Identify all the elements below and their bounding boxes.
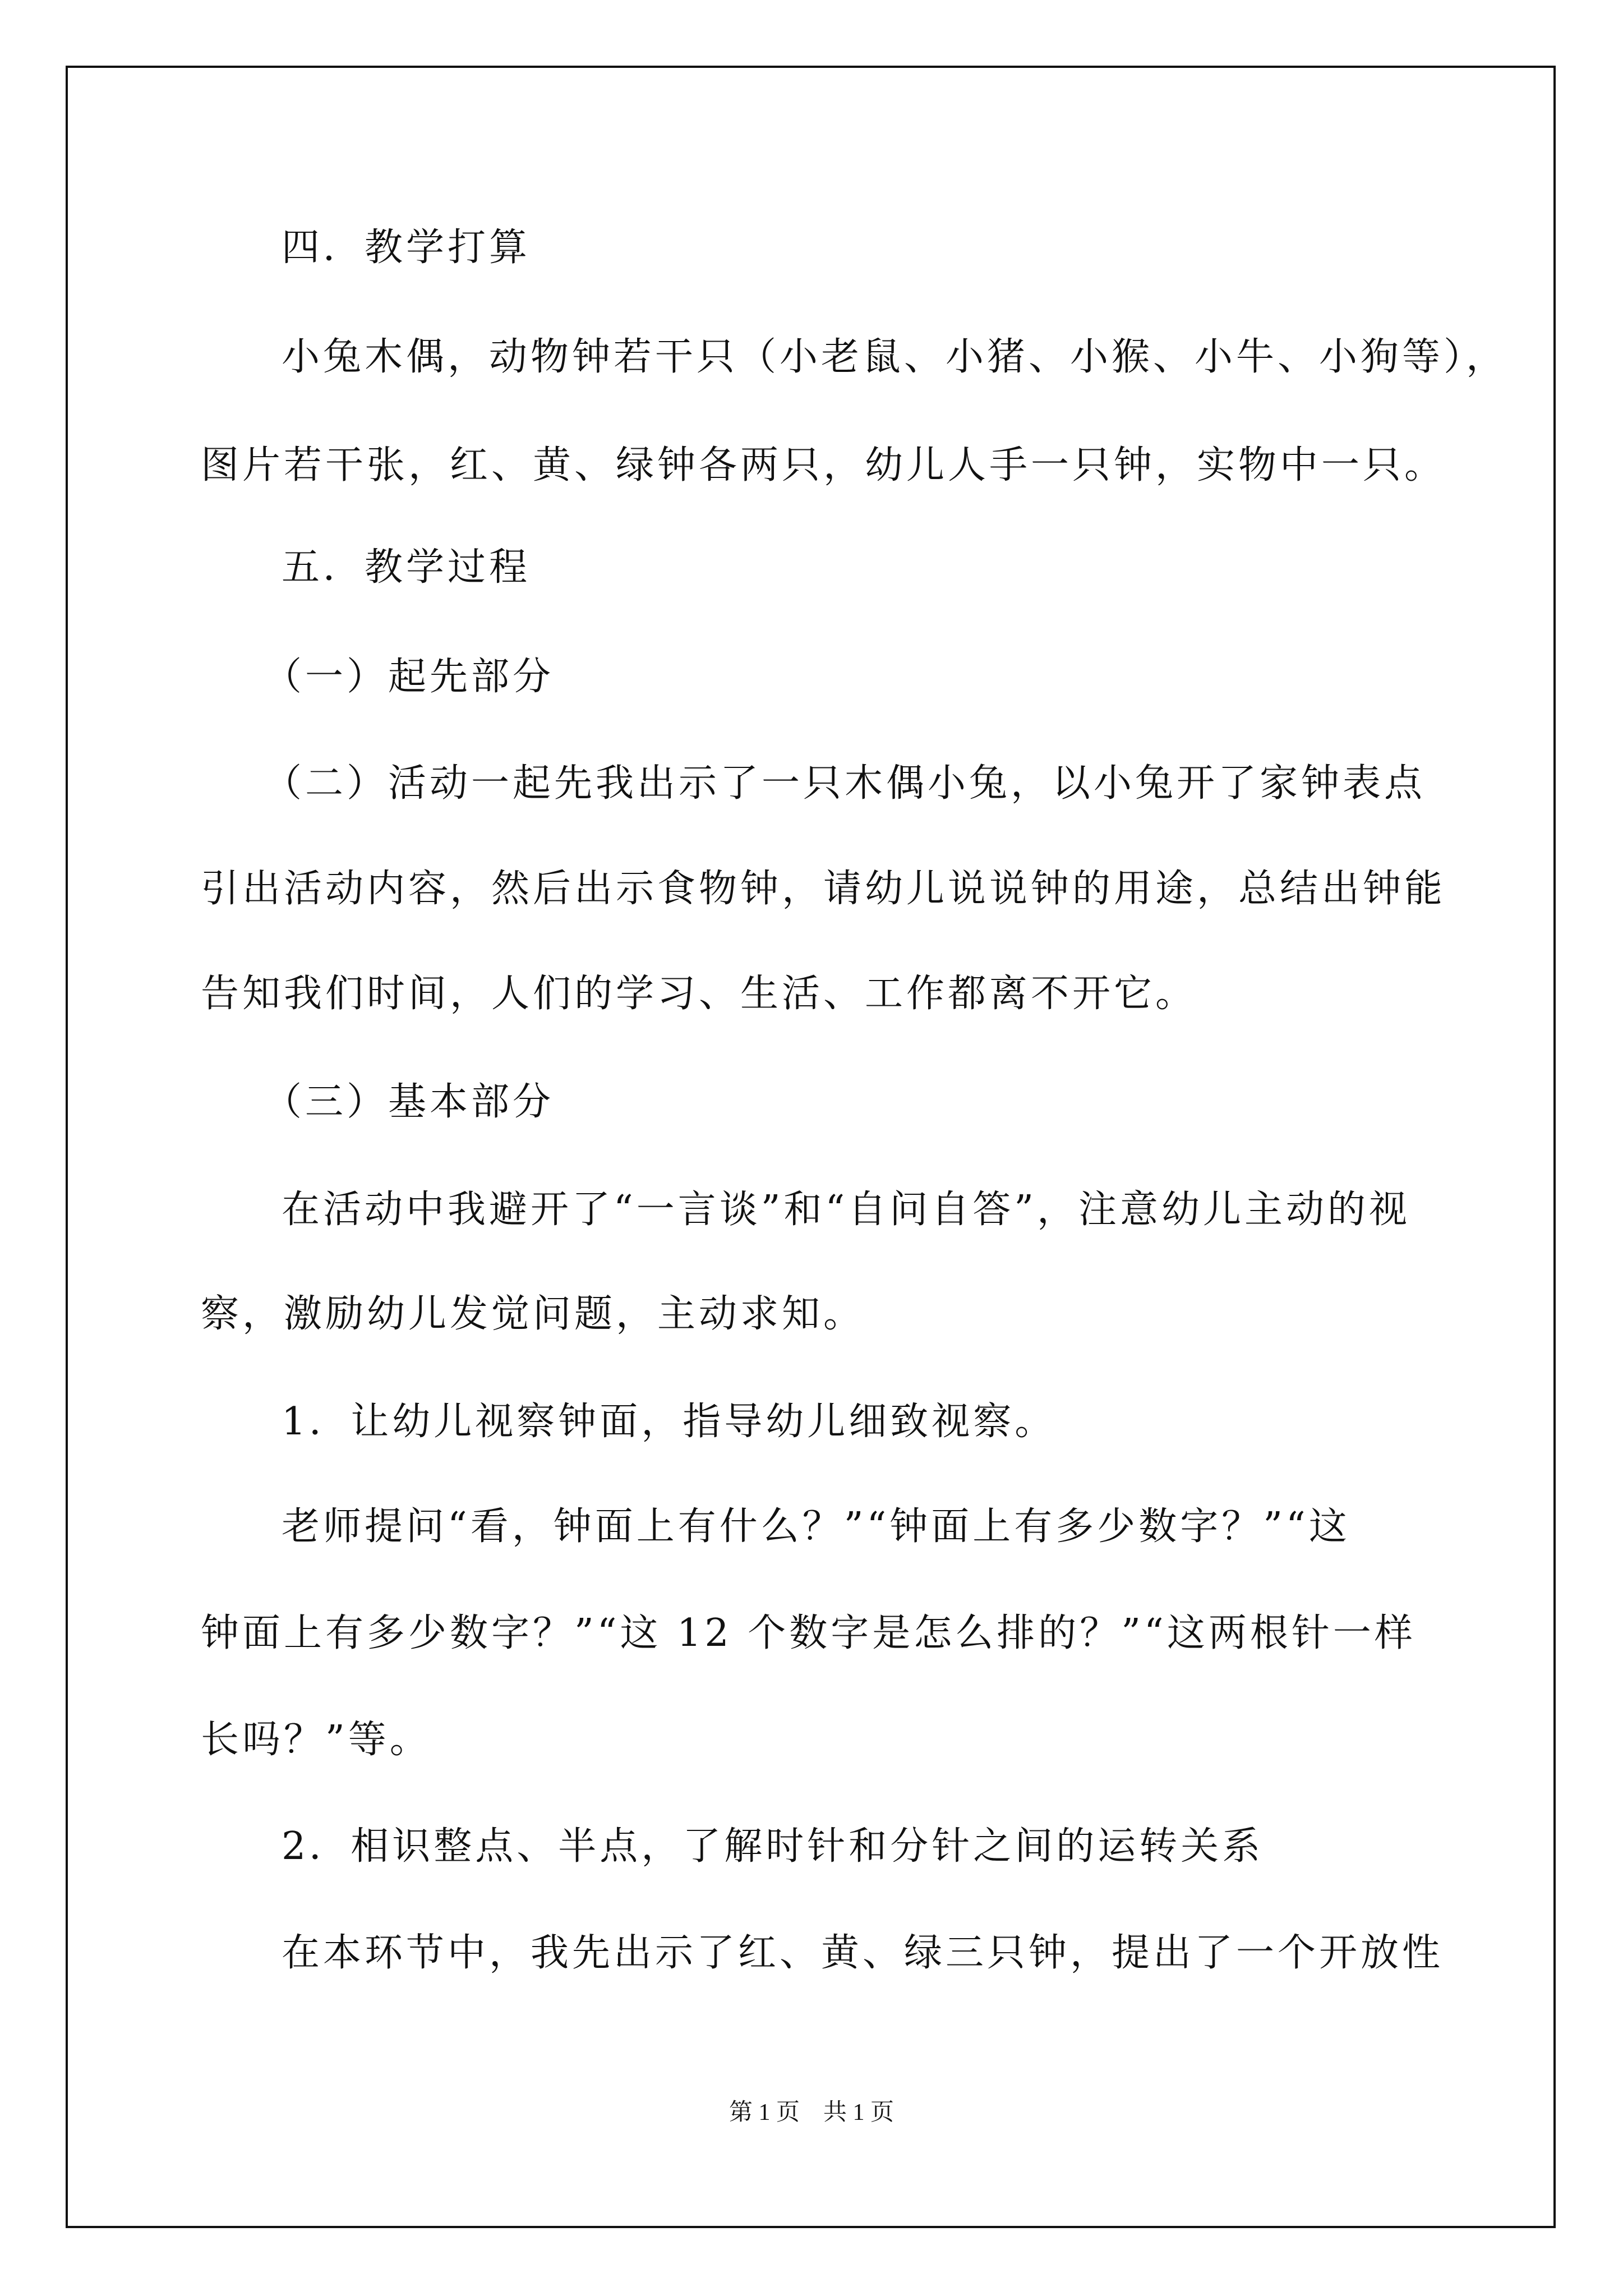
list-item-1: 1．让幼儿视察钟面，指导幼儿细致视察。 xyxy=(282,1400,1057,1444)
paragraph-line: 察，激励幼儿发觉问题，主动求知。 xyxy=(201,1292,865,1336)
paragraph-line: 长吗？”等。 xyxy=(201,1718,431,1762)
heading-teaching-process: 五．教学过程 xyxy=(282,545,531,590)
paragraph-line: 钟面上有多少数字？”“这 12 个数字是怎么排的？”“这两根针一样 xyxy=(201,1611,1416,1655)
paragraph-line: 小兔木偶，动物钟若干只（小老鼠、小猪、小猴、小牛、小狗等）， xyxy=(282,335,1508,379)
page-footer: 第 1 页 共 1 页 xyxy=(728,2100,894,2125)
list-item-2: 2．相识整点、半点，了解时针和分针之间的运转关系 xyxy=(282,1824,1264,1869)
paragraph-line: 在本环节中，我先出示了红、黄、绿三只钟，提出了一个开放性 xyxy=(282,1931,1444,1975)
paragraph-line: 老师提问“看，钟面上有什么？”“钟面上有多少数字？”“这 xyxy=(282,1504,1350,1549)
subheading-part-three: （三）基本部分 xyxy=(264,1080,555,1124)
heading-teaching-preparation: 四．教学打算 xyxy=(282,226,531,270)
paragraph-line: 告知我们时间，人们的学习、生活、工作都离不开它。 xyxy=(201,972,1197,1016)
paragraph-line: 引出活动内容，然后出示食物钟，请幼儿说说钟的用途，总结出钟能 xyxy=(201,867,1446,911)
paragraph-line: 在活动中我避开了“一言谈”和“自问自答”，注意幼儿主动的视 xyxy=(282,1188,1411,1232)
subheading-part-one: （一）起先部分 xyxy=(264,655,555,699)
page-border xyxy=(66,66,1556,2228)
paragraph-line: 图片若干张，红、黄、绿钟各两只，幼儿人手一只钟，实物中一只。 xyxy=(201,443,1446,487)
paragraph-line: （二）活动一起先我出示了一只木偶小兔，以小兔开了家钟表点 xyxy=(264,761,1426,806)
